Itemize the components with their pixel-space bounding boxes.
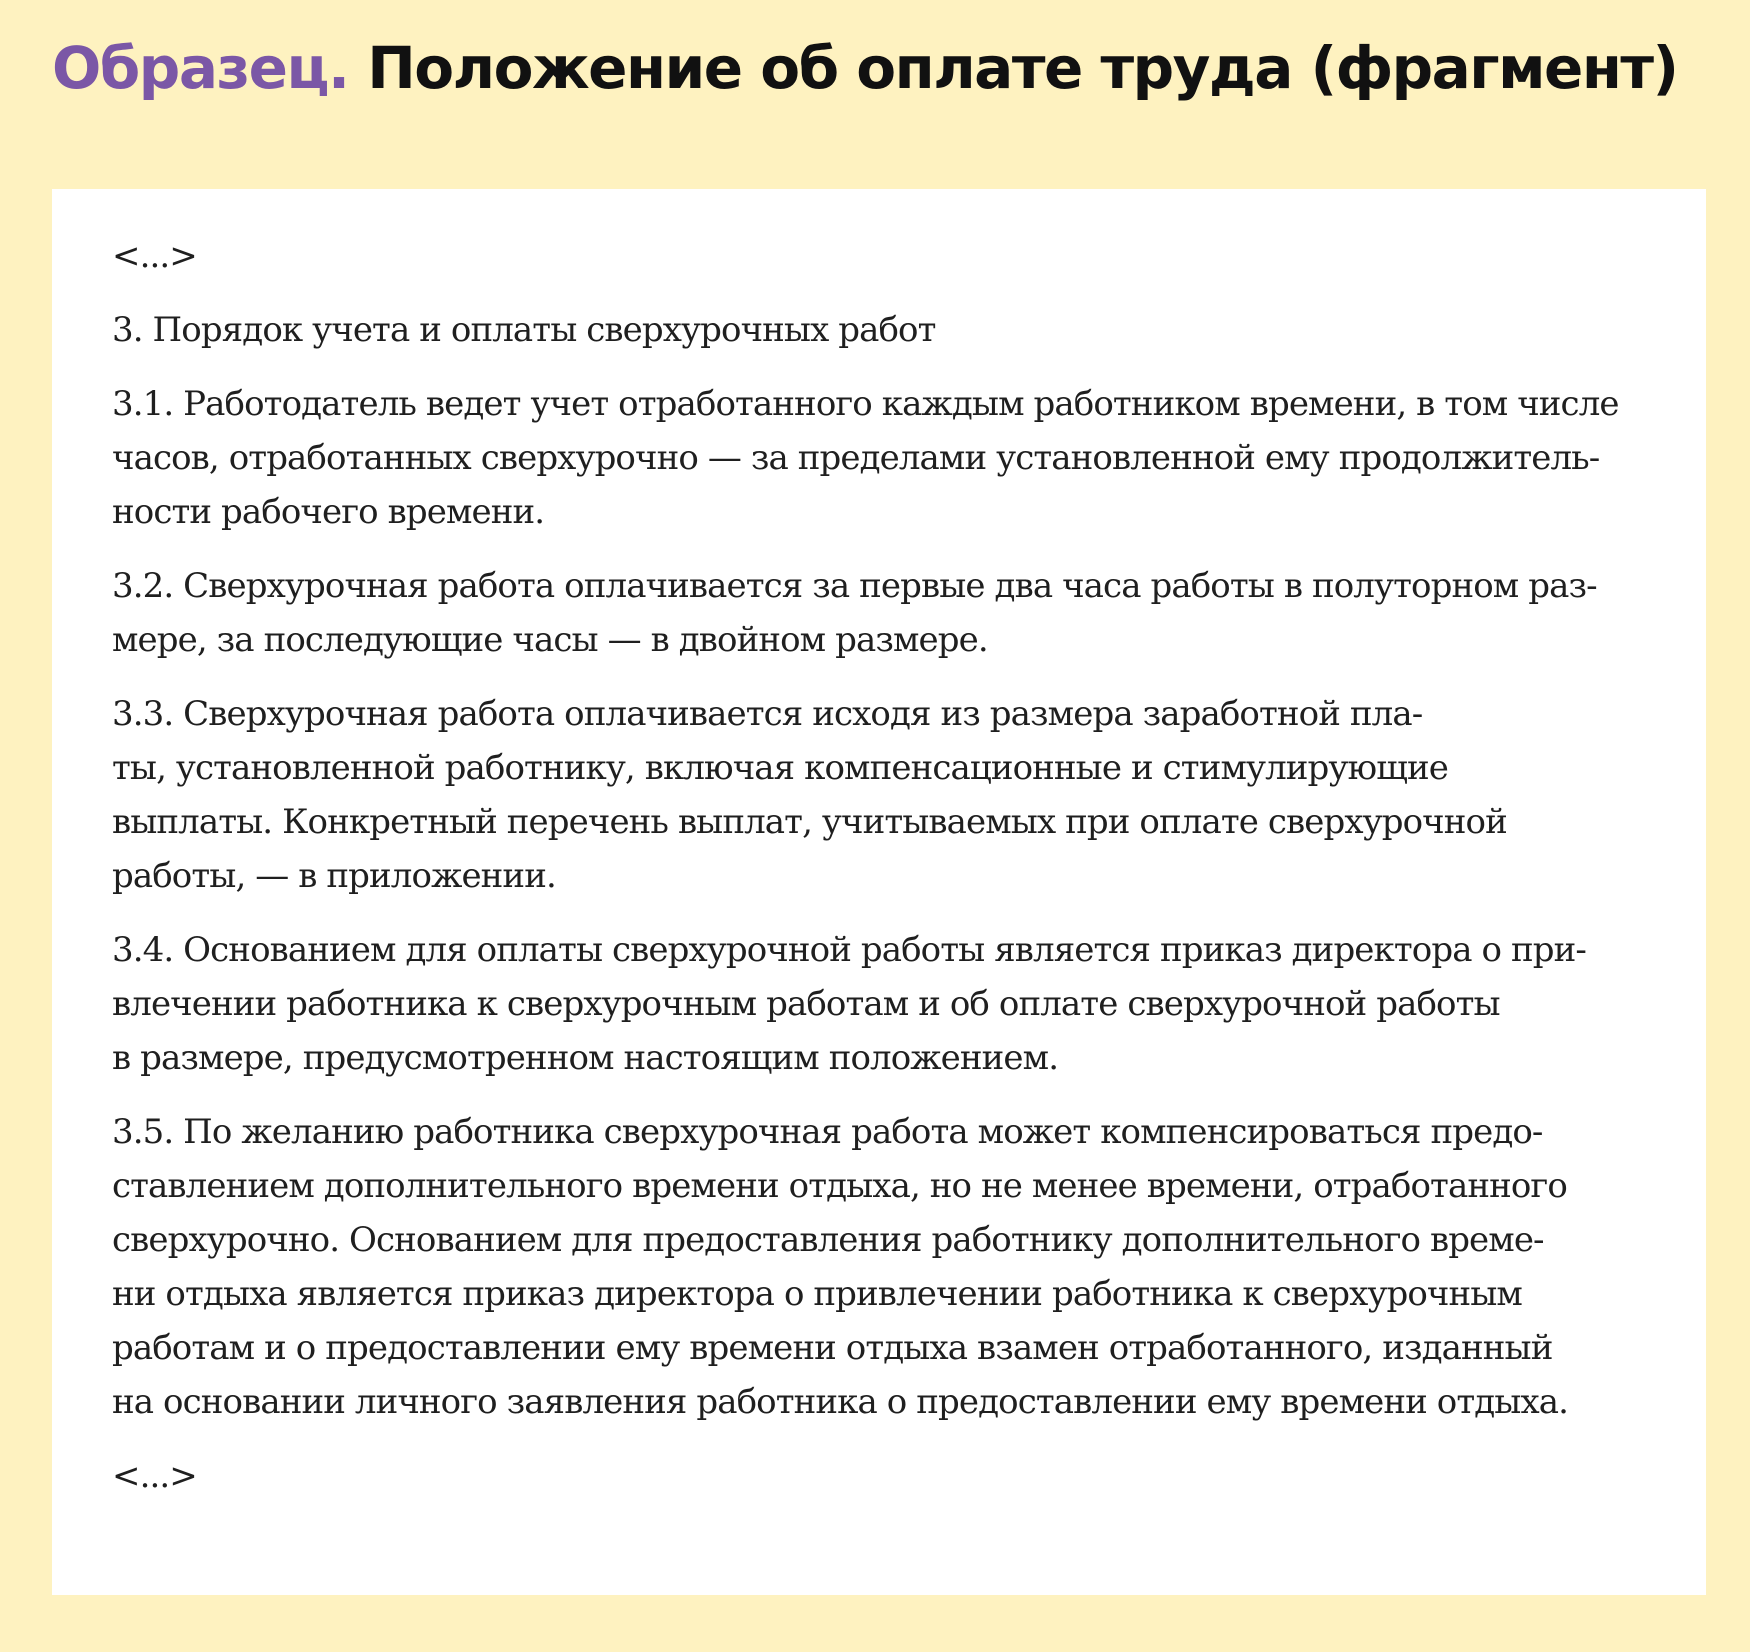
clause-line: 3.4. Основанием для оплаты сверхурочной работы является приказ директора о при- [112,930,1586,970]
clause-line: 3.1. Работодатель ведет учет отработанного каждым работником времени, в том числе [112,384,1619,424]
clause-line: 3.3. Сверхурочная работа оплачивается исходя из размера заработной пла- [112,694,1423,734]
clause-line: ставлением дополнительного времени отдыха, но не менее времени, отработанного [112,1166,1567,1206]
sample-label: Образец. [52,34,349,102]
clause-line: 3.2. Сверхурочная работа оплачивается за первые два часа работы в полуторном раз- [112,566,1597,606]
clause-line: в размере, предусмотренном настоящим положением. [112,1038,1059,1078]
clause-3-3 [112,687,1672,903]
page-header [52,28,1678,108]
clause-line: 3.5. По желанию работника сверхурочная работа может компенсироваться предо- [112,1112,1543,1152]
clause-line: на основании личного заявления работника о предоставлении ему времени отдыха. [112,1382,1569,1422]
clause-line: часов, отработанных сверхурочно — за пределами установленной ему продолжитель- [112,438,1600,478]
page-title: Положение об оплате труда (фрагмент) [367,34,1678,102]
clause-3-2 [112,559,1672,667]
clause-3-1 [112,377,1672,539]
clause-line: мере, за последующие часы — в двойном размере. [112,620,988,660]
clause-line: ты, установленной работнику, включая компенсационные и стимулирующие [112,748,1448,788]
document-body [112,229,1672,1523]
clause-3-4 [112,923,1672,1085]
clause-line: выплаты. Конкретный перечень выплат, учитываемых при оплате сверхурочной [112,802,1507,842]
clause-line: сверхурочно. Основанием для предоставления работнику дополнительного време- [112,1220,1544,1260]
clause-line: работы, — в приложении. [112,856,556,896]
clause-line: ности рабочего времени. [112,492,545,532]
document-card [52,189,1706,1595]
clause-3-5 [112,1105,1672,1429]
clause-line: работам и о предоставлении ему времени отдыха взамен отработанного, изданный [112,1328,1553,1368]
ellipsis-top: <...> [112,236,197,276]
section-title: 3. Порядок учета и оплаты сверхурочных работ [112,310,936,350]
clause-line: влечении работника к сверхурочным работам и об оплате сверхурочной работы [112,984,1500,1024]
clause-line: ни отдыха является приказ директора о привлечении работника к сверхурочным [112,1274,1522,1314]
ellipsis-bottom: <...> [112,1456,197,1496]
